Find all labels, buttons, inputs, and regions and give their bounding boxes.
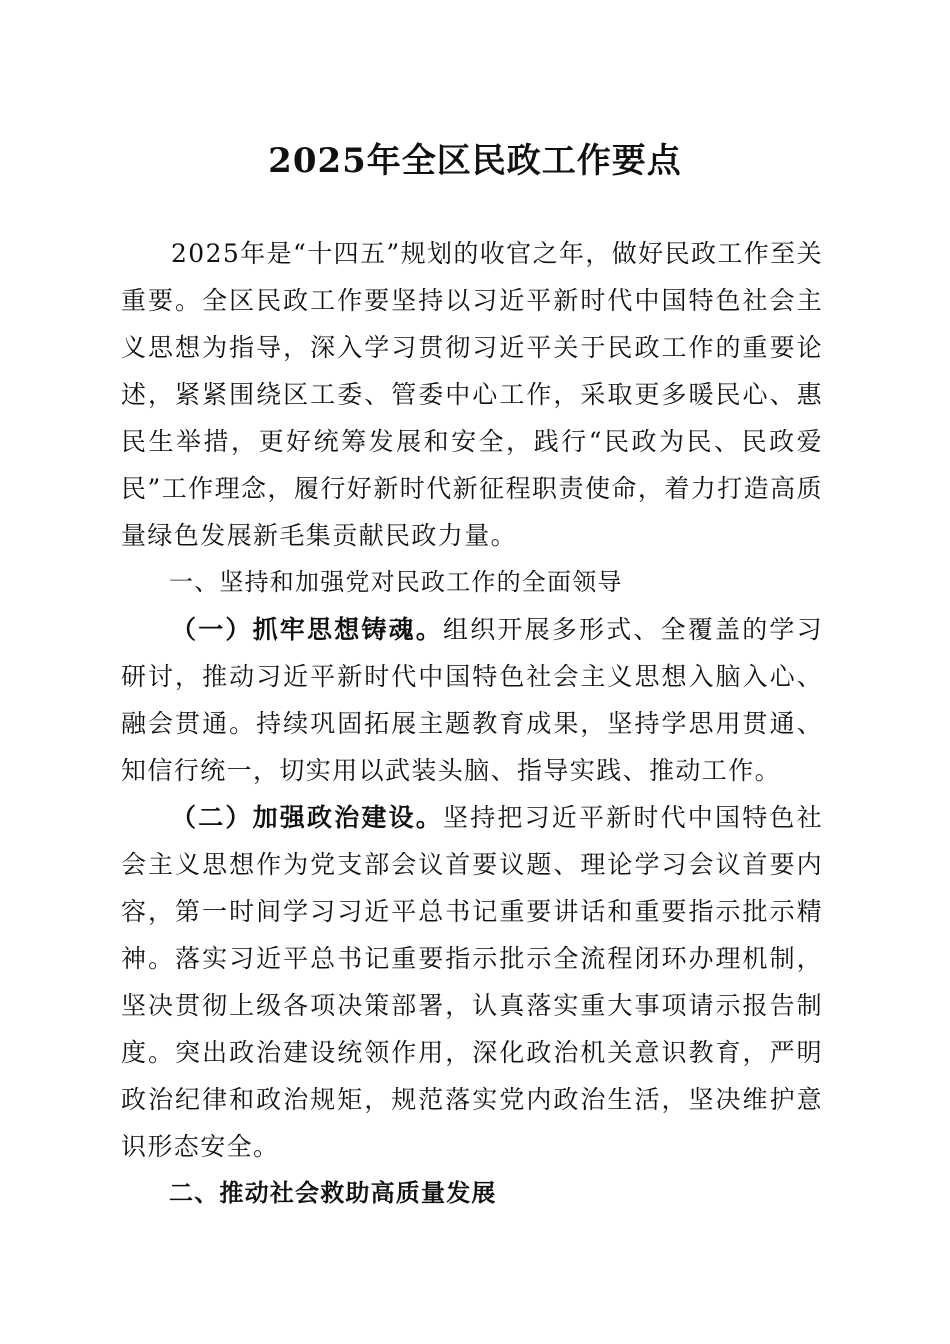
paragraph-item-2 <box>121 794 823 1170</box>
intro-paragraph: 2025年是“十四五”规划的收官之年，做好民政工作至关重要。全区民政工作要坚持以习近平新时代中国特色社会主义思想为指导，深入学习贯彻习近平关于民政工作的重要论述，紧紧围绕区工委、管委中心工作，采取更多暖民心、惠民生举措，更好统筹发展和安全，践行“民政为民、民政爱民”工作理念，履行好新时代新征程职责使命，着力打造高质量绿色发展新毛集贡献民政力量。 <box>121 239 823 550</box>
section-heading-2: 二、推动社会救助高质量发展 <box>169 1179 497 1207</box>
item-1-label: （一）抓牢思想铸魂。 <box>171 615 443 644</box>
section-heading-1: 一、坚持和加强党对民政工作的全面领导 <box>169 568 623 596</box>
item-2-text: 坚持把习近平新时代中国特色社会主义思想作为党支部会议首要议题、理论学习会议首要内容，第一时间学习习近平总书记重要讲话和重要指示批示精神。落实习近平总书记重要指示批示全流程闭环办理机制，坚决贯彻上级各项决策部署，认真落实重大事项请示报告制度。突出政治建设统领作用，深化政治机关意识教育，严明政治纪律和政治规矩，规范落实党内政治生活，坚决维护意识形态安全。 <box>121 803 823 1161</box>
document-body <box>121 230 823 1217</box>
item-2-label: （二）加强政治建设。 <box>171 803 443 832</box>
item-1-text: 组织开展多形式、全覆盖的学习研讨，推动习近平新时代中国特色社会主义思想入脑入心、融会贯通。持续巩固拓展主题教育成果，坚持学思用贯通、知信行统一，切实用以武装头脑、指导实践、推动工作。 <box>121 615 823 785</box>
document-title: 2025年全区民政工作要点 <box>268 141 682 181</box>
paragraph-item-1 <box>121 606 823 794</box>
